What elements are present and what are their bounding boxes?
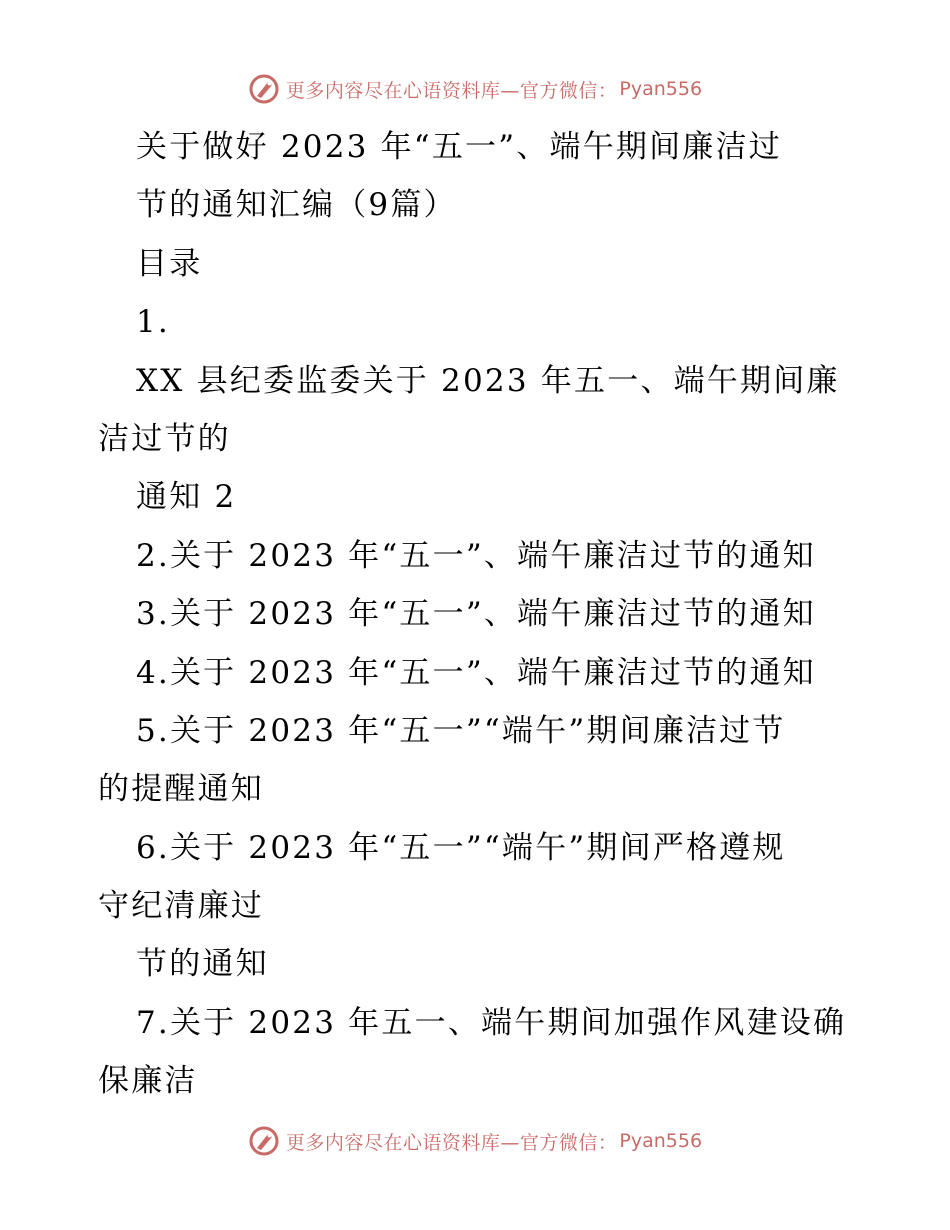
- toc-line: 守纪清廉过: [98, 888, 264, 925]
- pen-logo-icon: [248, 73, 280, 105]
- toc-line: 7.关于 2023 年五一、端午期间加强作风建设确: [136, 1004, 847, 1041]
- watermark-text: 更多内容尽在心语资料库—官方微信：: [285, 1131, 618, 1154]
- toc-line: 通知 2: [136, 479, 237, 516]
- document-body: [98, 118, 858, 1111]
- watermark-account: Pyan556: [619, 78, 703, 100]
- toc-heading: 目录: [136, 245, 203, 282]
- watermark-account: Pyan556: [619, 1130, 703, 1152]
- toc-line: 1.: [136, 304, 170, 341]
- toc-line: 节的通知: [136, 946, 269, 983]
- toc-line: 保廉洁: [98, 1063, 198, 1100]
- table-of-contents: [98, 293, 858, 1110]
- watermark-footer: [0, 1124, 950, 1158]
- toc-line: 的提醒通知: [98, 771, 264, 808]
- toc-line: XX 县纪委监委关于 2023 年五一、端午期间廉: [136, 362, 840, 399]
- toc-line: 6.关于 2023 年“五一”“端午”期间严格遵规: [136, 829, 786, 866]
- document-title-line-1: 关于做好 2023 年“五一”、端午期间廉洁过: [136, 129, 782, 165]
- document-title-line-2: 节的通知汇编（9篇）: [136, 187, 457, 224]
- toc-line: 2.关于 2023 年“五一”、端午廉洁过节的通知: [136, 537, 816, 574]
- toc-line: 4.关于 2023 年“五一”、端午廉洁过节的通知: [136, 654, 816, 691]
- watermark-header: [0, 72, 950, 106]
- watermark-text: 更多内容尽在心语资料库—官方微信：: [285, 79, 618, 102]
- toc-line: 洁过节的: [98, 420, 231, 457]
- toc-line: 3.关于 2023 年“五一”、端午廉洁过节的通知: [136, 596, 816, 633]
- pen-logo-icon: [248, 1125, 280, 1157]
- toc-line: 5.关于 2023 年“五一”“端午”期间廉洁过节: [136, 712, 786, 749]
